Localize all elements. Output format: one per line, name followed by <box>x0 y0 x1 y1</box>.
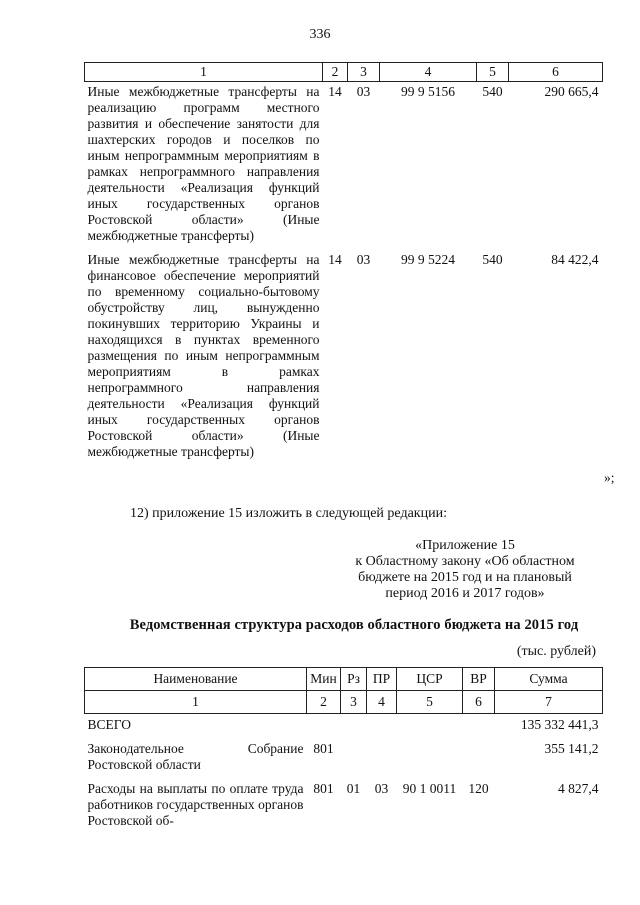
column-header-section: Рз <box>341 668 367 691</box>
table-header-row <box>85 668 603 691</box>
row-target-article: 99 9 5156 <box>401 84 455 99</box>
table-row <box>85 252 603 460</box>
table-row <box>85 714 603 742</box>
row-name: Законодательное Собрание Ростовской области <box>87 741 304 772</box>
column-number: 1 <box>85 691 307 714</box>
column-header-amount: Сумма <box>495 668 603 691</box>
page-number: 336 <box>309 27 331 42</box>
appendix-line: «Приложение 15 <box>415 538 515 553</box>
row-subsection: 03 <box>374 781 389 796</box>
column-header-target-article: ЦСР <box>397 668 463 691</box>
row-name: Расходы на выплаты по оплате труда работников государственных органов Ростовской об- <box>87 781 304 828</box>
row-target-article <box>397 741 463 781</box>
row-expense-type: 540 <box>482 252 503 267</box>
column-header-expense-type: ВР <box>463 668 495 691</box>
column-header: 5 <box>477 63 509 82</box>
column-header: 2 <box>323 63 348 82</box>
row-name: ВСЕГО <box>87 717 131 732</box>
row-amount: 355 141,2 <box>544 741 599 756</box>
row-subsection: 03 <box>356 252 371 267</box>
column-header-ministry: Мин <box>307 668 341 691</box>
appendix-line: бюджете на 2015 год и на плановый <box>358 570 572 585</box>
row-amount: 290 665,4 <box>544 84 599 99</box>
row-target-article: 90 1 0011 <box>402 781 457 796</box>
row-target-article <box>397 714 463 742</box>
appendix-line: период 2016 и 2017 годов» <box>385 586 545 601</box>
column-header: 1 <box>85 63 323 82</box>
row-target-article: 99 9 5224 <box>401 252 455 267</box>
table-units: (тыс. рублей) <box>516 644 596 659</box>
table-title: Ведомственная структура расходов областного бюджета на 2015 год <box>129 617 579 633</box>
row-subsection <box>367 741 397 781</box>
column-number: 4 <box>367 691 397 714</box>
column-number: 6 <box>463 691 495 714</box>
row-section: 01 <box>346 781 361 796</box>
table-row <box>85 741 603 781</box>
row-expense-type: 540 <box>482 84 503 99</box>
expenses-table-continuation <box>84 62 603 460</box>
departmental-structure-table <box>84 667 603 829</box>
row-section <box>341 714 367 742</box>
column-number: 7 <box>495 691 603 714</box>
amendment-instruction: 12) приложение 15 изложить в следующей редакции: <box>130 506 447 521</box>
row-expense-type: 120 <box>468 781 489 796</box>
column-number: 5 <box>397 691 463 714</box>
row-expense-type <box>463 741 495 781</box>
row-section <box>341 741 367 781</box>
row-description: Иные межбюджетные трансферты на реализацию программ местного развития и обеспечение занятости для шахтерских городов и поселков по иным непрограммным мероприятиям в рамках непрограммного направления деятельности «Реализация функций иных государственных органов Ростовской области» (Иные межбюджетные трансферты) <box>87 84 320 243</box>
closing-quote: »; <box>604 470 615 485</box>
row-ministry: 801 <box>313 741 334 756</box>
table-header-row <box>85 63 603 82</box>
table-numbering-row <box>85 691 603 714</box>
row-expense-type <box>463 714 495 742</box>
column-header: 3 <box>348 63 380 82</box>
row-description: Иные межбюджетные трансферты на финансовое обеспечение мероприятий по временному социально-бытовому обустройству лиц, вынужденно покинувших территорию Украины и находящихся в пунктах временного размещения по иным непрограммным мероприятиям в рамках непрограммного направления деятельности «Реализация функций иных государственных органов Ростовской области» (Иные межбюджетные трансферты) <box>87 252 320 459</box>
appendix-header <box>330 538 600 602</box>
row-amount: 84 422,4 <box>551 252 599 267</box>
column-header: 4 <box>380 63 477 82</box>
row-ministry: 801 <box>313 781 334 796</box>
table-row <box>85 82 603 253</box>
column-header: 6 <box>509 63 603 82</box>
row-amount: 135 332 441,3 <box>520 717 599 732</box>
row-amount: 4 827,4 <box>558 781 599 796</box>
column-number: 2 <box>307 691 341 714</box>
appendix-line: к Областному закону «Об областном <box>355 554 575 569</box>
row-subsection: 03 <box>356 84 371 99</box>
row-section: 14 <box>328 84 342 99</box>
row-subsection <box>367 714 397 742</box>
column-header-subsection: ПР <box>367 668 397 691</box>
column-header-name: Наименование <box>85 668 307 691</box>
table-row <box>85 781 603 829</box>
column-number: 3 <box>341 691 367 714</box>
row-ministry <box>307 714 341 742</box>
row-section: 14 <box>328 252 342 267</box>
